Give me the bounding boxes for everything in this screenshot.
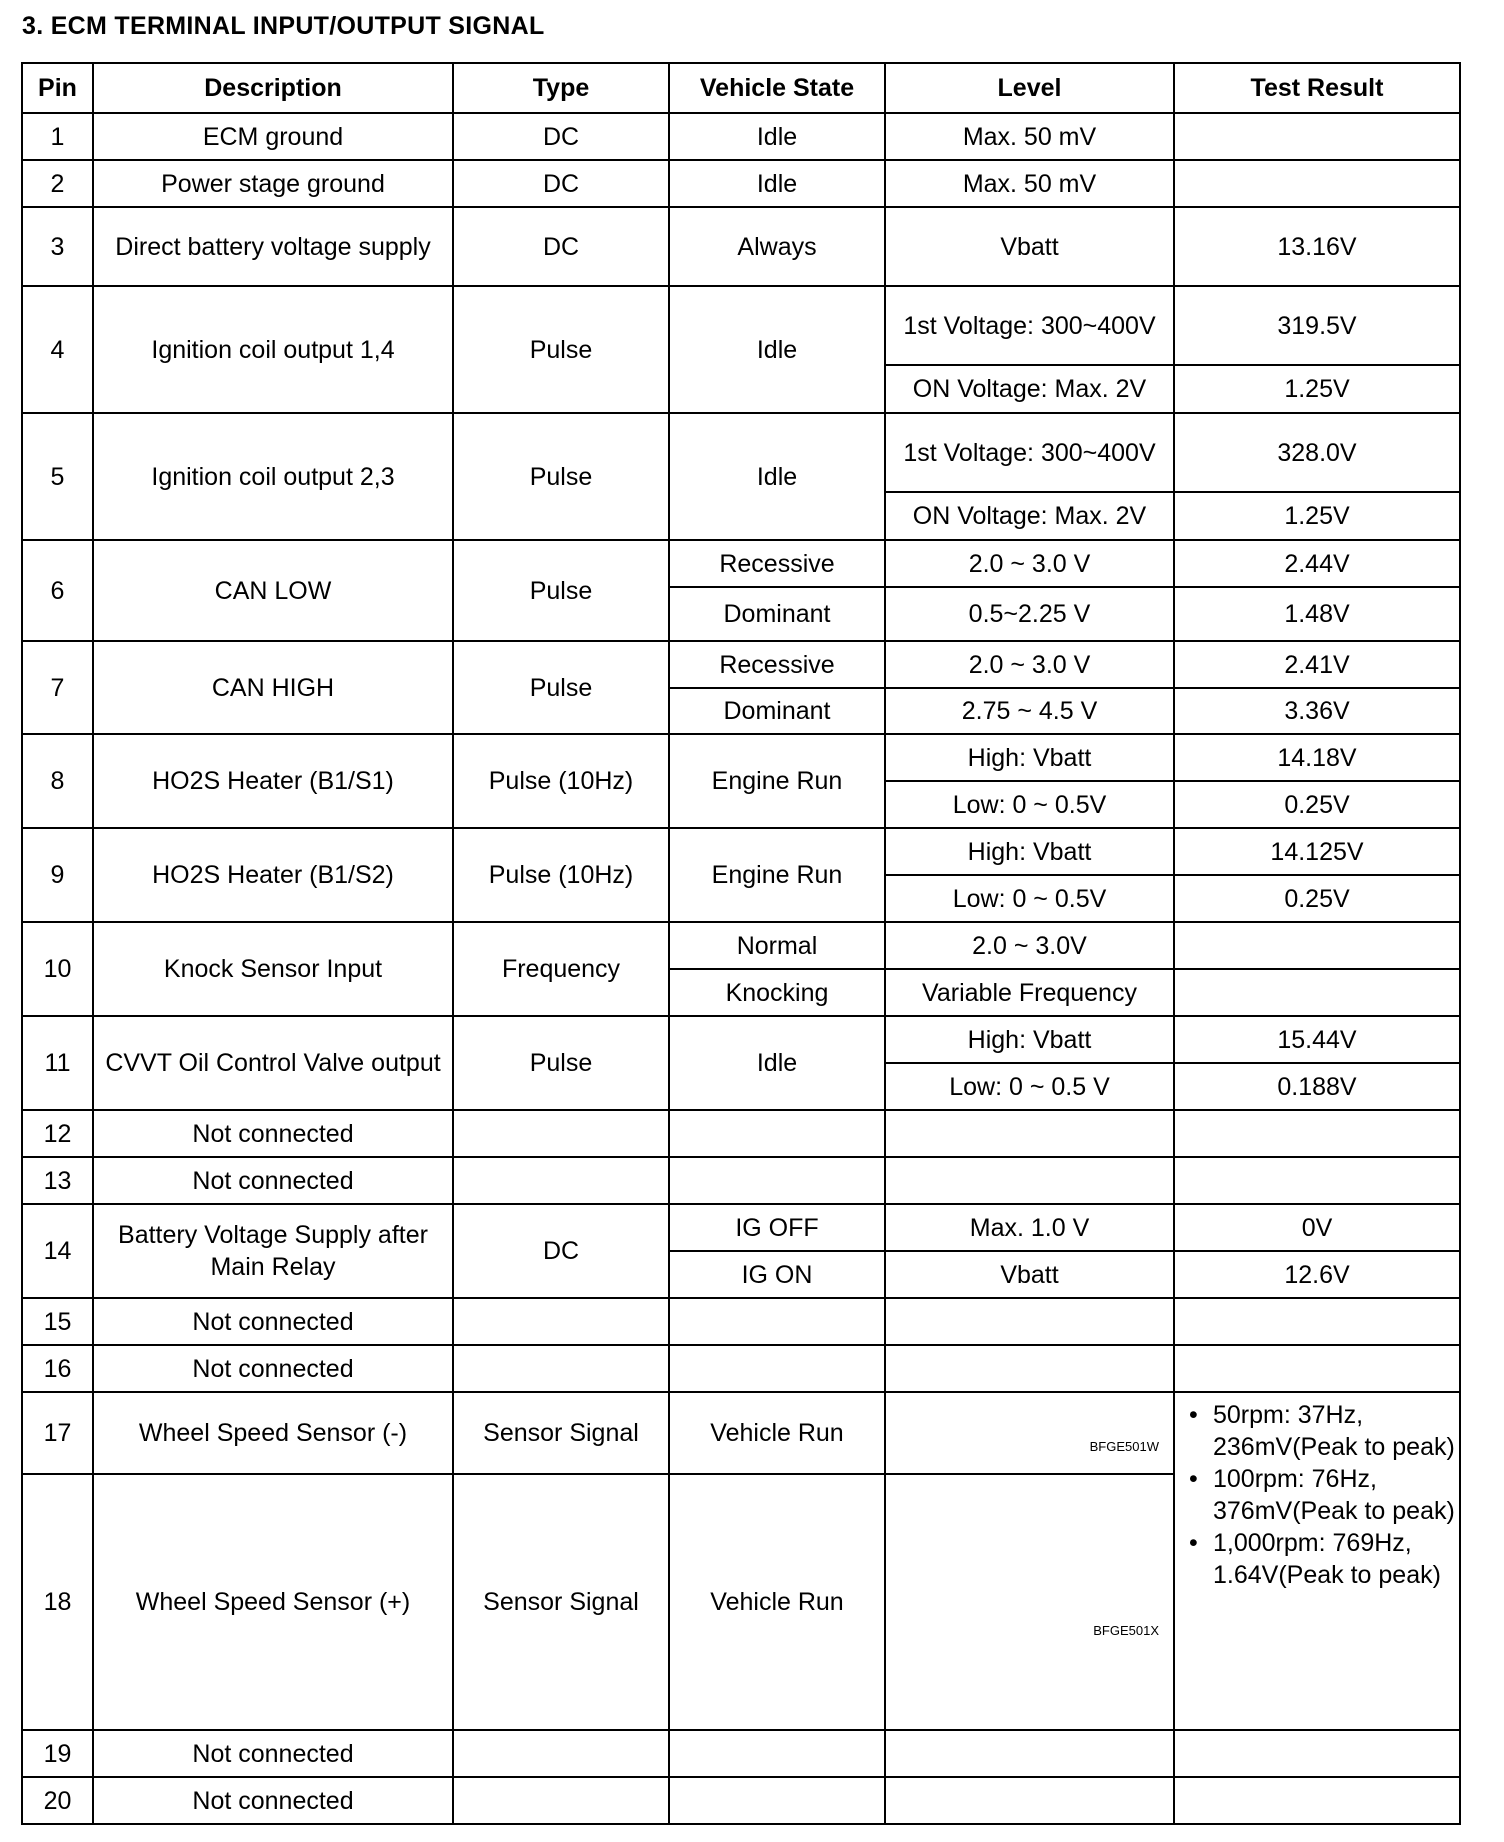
vehicle-state-cell: Idle [669, 1016, 885, 1110]
level-cell: ON Voltage: Max. 2V [885, 492, 1174, 540]
description-cell: CVVT Oil Control Valve output [93, 1016, 453, 1110]
type-cell: Sensor Signal [453, 1392, 669, 1474]
table-row [22, 413, 1460, 492]
type-cell: Pulse (10Hz) [453, 828, 669, 922]
header-description: Description [93, 63, 453, 113]
pin-cell: 16 [22, 1345, 93, 1392]
vehicle-state-cell: Engine Run [669, 828, 885, 922]
pin-cell: 13 [22, 1157, 93, 1204]
description-cell: CAN HIGH [93, 641, 453, 734]
vehicle-state-cell [669, 1730, 885, 1777]
figure-caption: BFGE501X [1093, 1623, 1159, 1638]
vehicle-state-cell: IG OFF [669, 1204, 885, 1251]
table-row [22, 1204, 1460, 1251]
header-type: Type [453, 63, 669, 113]
level-cell: 2.0 ~ 3.0 V [885, 641, 1174, 688]
level-cell: Max. 1.0 V [885, 1204, 1174, 1251]
table-row [22, 922, 1460, 969]
description-cell: Knock Sensor Input [93, 922, 453, 1016]
level-cell: Low: 0 ~ 0.5V [885, 875, 1174, 922]
table-row [22, 1016, 1460, 1063]
description-cell: Direct battery voltage supply [93, 207, 453, 286]
type-cell [453, 1345, 669, 1392]
pin-cell: 9 [22, 828, 93, 922]
description-cell: Not connected [93, 1157, 453, 1204]
pin-cell: 10 [22, 922, 93, 1016]
header-test-result: Test Result [1174, 63, 1460, 113]
vehicle-state-cell: Recessive [669, 540, 885, 587]
level-cell: 0.5~2.25 V [885, 587, 1174, 641]
level-cell: 1st Voltage: 300~400V [885, 286, 1174, 365]
type-cell: Pulse [453, 413, 669, 540]
figure-caption: BFGE501W [1089, 1439, 1159, 1454]
table-row [22, 113, 1460, 160]
vehicle-state-cell: Recessive [669, 641, 885, 688]
test-result-cell: 1.25V [1174, 492, 1460, 540]
vehicle-state-cell [669, 1298, 885, 1345]
level-figure-cell [885, 1392, 1174, 1474]
test-result-cell: 12.6V [1174, 1251, 1460, 1298]
vehicle-state-cell [669, 1110, 885, 1157]
vehicle-state-cell: Normal [669, 922, 885, 969]
test-result-cell: 1.48V [1174, 587, 1460, 641]
vehicle-state-cell: Idle [669, 113, 885, 160]
test-result-cell [1174, 1345, 1460, 1392]
vehicle-state-cell: Engine Run [669, 734, 885, 828]
level-cell: 2.75 ~ 4.5 V [885, 688, 1174, 734]
result-list-item: • 50rpm: 37Hz, 236mV(Peak to peak) [1213, 1399, 1455, 1463]
vehicle-state-cell [669, 1157, 885, 1204]
level-cell: ON Voltage: Max. 2V [885, 365, 1174, 413]
ecm-terminal-table [21, 62, 1461, 1825]
table-row [22, 828, 1460, 875]
vehicle-state-cell: Vehicle Run [669, 1392, 885, 1474]
type-cell: Pulse [453, 540, 669, 641]
type-cell [453, 1110, 669, 1157]
header-pin: Pin [22, 63, 93, 113]
pin-cell: 14 [22, 1204, 93, 1298]
test-result-cell [1174, 1777, 1460, 1824]
level-cell: Vbatt [885, 1251, 1174, 1298]
test-result-cell: 0.25V [1174, 875, 1460, 922]
table-row [22, 207, 1460, 286]
level-cell: Vbatt [885, 207, 1174, 286]
level-cell: Low: 0 ~ 0.5 V [885, 1063, 1174, 1110]
type-cell: Pulse [453, 1016, 669, 1110]
vehicle-state-cell: Knocking [669, 969, 885, 1016]
table-row [22, 286, 1460, 365]
description-cell: Power stage ground [93, 160, 453, 207]
type-cell [453, 1730, 669, 1777]
section-title: 3. ECM TERMINAL INPUT/OUTPUT SIGNAL [22, 12, 545, 40]
level-cell [885, 1777, 1174, 1824]
test-result-cell [1174, 922, 1460, 969]
test-result-cell: 13.16V [1174, 207, 1460, 286]
type-cell [453, 1777, 669, 1824]
table-row [22, 540, 1460, 587]
test-result-cell: 0V [1174, 1204, 1460, 1251]
description-cell: Wheel Speed Sensor (+) [93, 1474, 453, 1730]
vehicle-state-cell: Dominant [669, 587, 885, 641]
description-cell: Not connected [93, 1730, 453, 1777]
description-cell: Wheel Speed Sensor (-) [93, 1392, 453, 1474]
pin-cell: 2 [22, 160, 93, 207]
level-cell: Max. 50 mV [885, 113, 1174, 160]
type-cell [453, 1157, 669, 1204]
table-row [22, 641, 1460, 688]
pin-cell: 12 [22, 1110, 93, 1157]
vehicle-state-cell: Vehicle Run [669, 1474, 885, 1730]
test-result-cell: 328.0V [1174, 413, 1460, 492]
description-cell: Not connected [93, 1777, 453, 1824]
vehicle-state-cell [669, 1345, 885, 1392]
type-cell: Sensor Signal [453, 1474, 669, 1730]
description-cell: Battery Voltage Supply after Main Relay [93, 1204, 453, 1298]
table-row [22, 1110, 1460, 1157]
description-cell: Ignition coil output 1,4 [93, 286, 453, 413]
type-cell: Frequency [453, 922, 669, 1016]
type-cell: DC [453, 1204, 669, 1298]
result-list-item: • 100rpm: 76Hz, 376mV(Peak to peak) [1213, 1463, 1455, 1527]
type-cell: Pulse [453, 286, 669, 413]
description-cell: Not connected [93, 1110, 453, 1157]
test-result-cell: 0.188V [1174, 1063, 1460, 1110]
type-cell: Pulse (10Hz) [453, 734, 669, 828]
test-result-cell: 0.25V [1174, 781, 1460, 828]
level-cell: 1st Voltage: 300~400V [885, 413, 1174, 492]
level-cell: Variable Frequency [885, 969, 1174, 1016]
test-result-cell [1174, 1730, 1460, 1777]
type-cell: DC [453, 160, 669, 207]
type-cell: DC [453, 207, 669, 286]
level-cell [885, 1730, 1174, 1777]
header-vehicle-state: Vehicle State [669, 63, 885, 113]
test-result-cell: 2.44V [1174, 540, 1460, 587]
type-cell: DC [453, 113, 669, 160]
pin-cell: 18 [22, 1474, 93, 1730]
table-row [22, 1157, 1460, 1204]
test-result-cell [1174, 113, 1460, 160]
level-cell: Max. 50 mV [885, 160, 1174, 207]
test-result-cell [1174, 1110, 1460, 1157]
table-row [22, 1345, 1460, 1392]
level-cell [885, 1345, 1174, 1392]
vehicle-state-cell: Idle [669, 413, 885, 540]
table-header-row [22, 63, 1460, 113]
pin-cell: 19 [22, 1730, 93, 1777]
vehicle-state-cell: IG ON [669, 1251, 885, 1298]
pin-cell: 7 [22, 641, 93, 734]
header-level: Level [885, 63, 1174, 113]
test-result-cell [1174, 1157, 1460, 1204]
pin-cell: 6 [22, 540, 93, 641]
vehicle-state-cell: Idle [669, 160, 885, 207]
pin-cell: 3 [22, 207, 93, 286]
table-row [22, 734, 1460, 781]
table-row [22, 160, 1460, 207]
test-result-cell: 319.5V [1174, 286, 1460, 365]
vehicle-state-cell [669, 1777, 885, 1824]
test-result-cell: 1.25V [1174, 365, 1460, 413]
test-result-list-cell [1174, 1392, 1460, 1730]
level-cell: 2.0 ~ 3.0V [885, 922, 1174, 969]
pin-cell: 4 [22, 286, 93, 413]
type-cell: Pulse [453, 641, 669, 734]
level-cell [885, 1110, 1174, 1157]
result-list-item: • 1,000rpm: 769Hz, 1.64V(Peak to peak) [1213, 1527, 1455, 1591]
vehicle-state-cell: Dominant [669, 688, 885, 734]
test-result-cell [1174, 1298, 1460, 1345]
pin-cell: 20 [22, 1777, 93, 1824]
vehicle-state-cell: Idle [669, 286, 885, 413]
pin-cell: 17 [22, 1392, 93, 1474]
description-cell: CAN LOW [93, 540, 453, 641]
table-row [22, 1392, 1460, 1474]
level-cell: Low: 0 ~ 0.5V [885, 781, 1174, 828]
test-result-cell: 14.125V [1174, 828, 1460, 875]
description-cell: Not connected [93, 1345, 453, 1392]
type-cell [453, 1298, 669, 1345]
pin-cell: 1 [22, 113, 93, 160]
level-cell: 2.0 ~ 3.0 V [885, 540, 1174, 587]
level-cell [885, 1298, 1174, 1345]
test-result-cell: 14.18V [1174, 734, 1460, 781]
test-result-cell [1174, 160, 1460, 207]
pin-cell: 15 [22, 1298, 93, 1345]
description-cell: HO2S Heater (B1/S1) [93, 734, 453, 828]
pin-cell: 8 [22, 734, 93, 828]
pin-cell: 5 [22, 413, 93, 540]
test-result-cell: 15.44V [1174, 1016, 1460, 1063]
description-cell: Ignition coil output 2,3 [93, 413, 453, 540]
level-cell: High: Vbatt [885, 1016, 1174, 1063]
level-cell: High: Vbatt [885, 734, 1174, 781]
result-list [1179, 1399, 1455, 1591]
test-result-cell: 3.36V [1174, 688, 1460, 734]
description-cell: HO2S Heater (B1/S2) [93, 828, 453, 922]
vehicle-state-cell: Always [669, 207, 885, 286]
table-row [22, 1298, 1460, 1345]
level-figure-cell [885, 1474, 1174, 1730]
description-cell: ECM ground [93, 113, 453, 160]
table-row [22, 1777, 1460, 1824]
description-cell: Not connected [93, 1298, 453, 1345]
pin-cell: 11 [22, 1016, 93, 1110]
test-result-cell [1174, 969, 1460, 1016]
level-cell: High: Vbatt [885, 828, 1174, 875]
level-cell [885, 1157, 1174, 1204]
test-result-cell: 2.41V [1174, 641, 1460, 688]
table-row [22, 1730, 1460, 1777]
